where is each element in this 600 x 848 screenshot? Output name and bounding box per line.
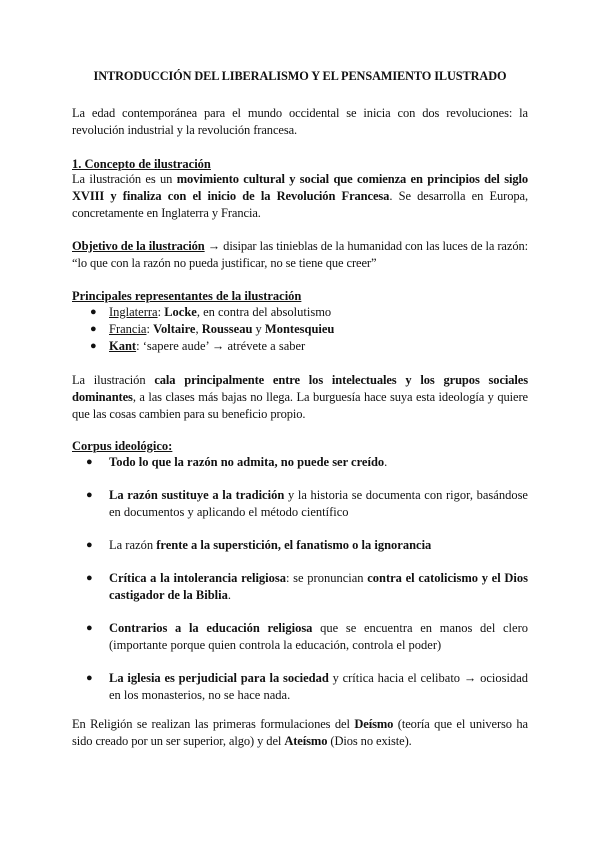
intro-paragraph: La edad contemporánea para el mundo occidental se inicia con dos revoluciones: la revolución industrial y la revolución francesa. xyxy=(72,106,528,137)
page-title: INTRODUCCIÓN DEL LIBERALISMO Y EL PENSAMIENTO ILUSTRADO xyxy=(93,69,507,83)
section-1-heading: 1. Concepto de ilustración xyxy=(72,157,211,171)
bullet-icon: ● xyxy=(90,323,97,335)
list-item: ● La razón sustituye a la tradición y la historia se documenta con rigor, basándose en documentos y aplicando el método científico xyxy=(86,488,528,519)
bullet-icon: ● xyxy=(86,456,93,468)
list-item: ● Inglaterra: Locke, en contra del absolutismo xyxy=(90,305,332,319)
list-item: ● Kant: ‘sapere aude’ → atrévete a saber xyxy=(90,339,306,353)
list-item: ● La iglesia es perjudicial para la sociedad y crítica hacia el celibato → ociosidad en los monasterios, no se hace nada. xyxy=(86,671,528,702)
section-1-paragraph: La ilustración es un movimiento cultural y social que comienza en principios del siglo XVIII y finaliza con el inicio de la Revolución Francesa. Se desarrolla en Europa, concretamente en Inglaterra y Francia. xyxy=(72,172,529,220)
corpus-list xyxy=(72,454,528,704)
bullet-icon: ● xyxy=(86,622,93,634)
bullet-icon: ● xyxy=(86,672,93,684)
bullet-icon: ● xyxy=(86,539,93,551)
list-item: ● Todo lo que la razón no admita, no puede ser creído. xyxy=(86,455,388,469)
objetivo-paragraph: Objetivo de la ilustración → disipar las tinieblas de la humanidad con las luces de la razón: “lo que con la razón no pueda justificar, no se tiene que creer” xyxy=(72,239,528,270)
bullet-icon: ● xyxy=(86,572,93,584)
list-item: ● Crítica a la intolerancia religiosa: se pronuncian contra el catolicismo y el Dios castigador de la Biblia. xyxy=(86,571,528,602)
corpus-heading: Corpus ideológico: xyxy=(72,439,173,453)
calado-paragraph: La ilustración cala principalmente entre los intelectuales y los grupos sociales dominantes, a las clases más bajas no llega. La burguesía hace suya esta ideología y quiere que las cosas cambien para su beneficio propio. xyxy=(72,373,529,421)
list-item: ● Contrarios a la educación religiosa que se encuentra en manos del clero (importante porque quien controla la educación, controla el poder) xyxy=(86,621,528,652)
religion-paragraph: En Religión se realizan las primeras formulaciones del Deísmo (teoría que el universo ha sido creado por un ser superior, algo) y del Ateísmo (Dios no existe). xyxy=(72,717,528,748)
objetivo-label: Objetivo de la ilustración xyxy=(72,239,205,253)
representantes-list xyxy=(72,304,528,355)
bullet-icon: ● xyxy=(90,306,97,318)
bullet-icon: ● xyxy=(86,489,93,501)
list-item: ● Francia: Voltaire, Rousseau y Montesquieu xyxy=(90,322,335,336)
list-item: ● La razón frente a la superstición, el fanatismo o la ignorancia xyxy=(86,538,432,552)
representantes-heading: Principales representantes de la ilustración xyxy=(72,289,302,303)
bullet-icon: ● xyxy=(90,340,97,352)
